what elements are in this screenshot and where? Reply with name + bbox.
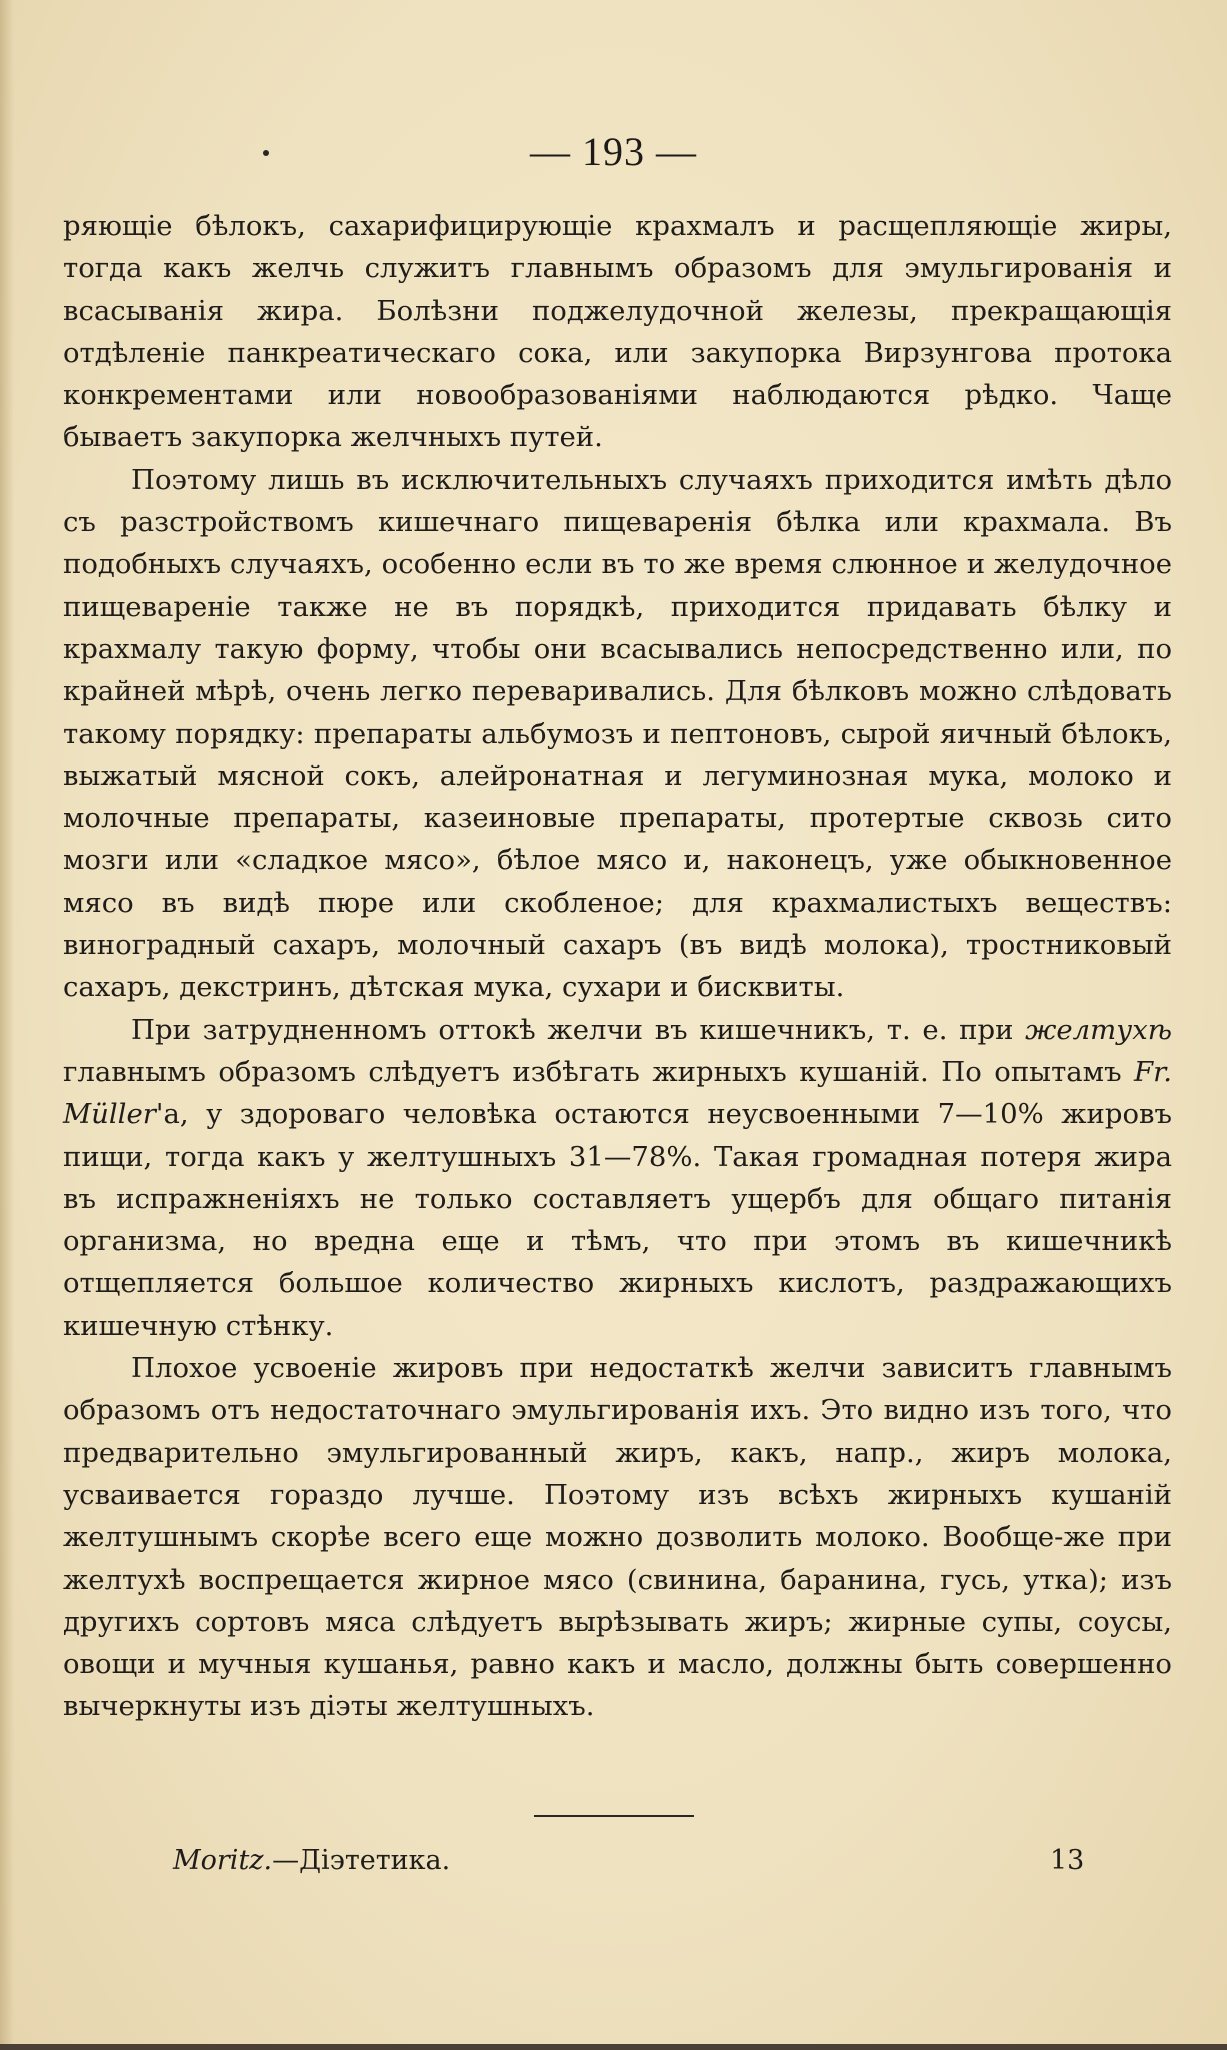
body-text bbox=[63, 205, 1172, 1728]
footer-book-title: —Діэтетика. bbox=[272, 1845, 451, 1876]
emphasis-jaundice: желтухѣ bbox=[1025, 1013, 1172, 1046]
page-number: — 193 — bbox=[530, 129, 697, 174]
paragraph-3 bbox=[63, 1009, 1172, 1347]
page-left-edge-shadow bbox=[0, 0, 14, 2050]
footer-title bbox=[173, 1845, 450, 1876]
footer-divider bbox=[534, 1815, 694, 1817]
paragraph-4: Плохое усвоеніе жировъ при недостаткѣ желчи зависитъ главнымъ образомъ отъ недостаточнаго эмульгированія ихъ. Это видно изъ того, что предварительно эмульгированный жиръ, какъ, напр., жиръ молока, усваивается гораздо лучше. Поэтому изъ всѣхъ жирныхъ кушаній желтушнымъ скорѣе всего еще можно дозволить молоко. Вообще-же при желтухѣ воспрещается жирное мясо (свинина, баранина, гусь, утка); изъ другихъ сортовъ мяса слѣдуетъ вырѣзывать жиръ; жирные супы, соусы, овощи и мучныя кушанья, равно какъ и масло, должны быть совершенно вычеркнуты изъ діэты желтушныхъ. bbox=[63, 1352, 1172, 1723]
paragraph-3-start: При затрудненномъ оттокѣ желчи въ кишечникъ, т. е. при bbox=[131, 1013, 1026, 1046]
signature-mark: 13 bbox=[1050, 1845, 1085, 1876]
author-citation: Fr. Müller bbox=[63, 1055, 1172, 1131]
footer-author: Moritz. bbox=[173, 1845, 273, 1876]
page-bottom-edge bbox=[0, 2044, 1227, 2050]
paragraph-2: Поэтому лишь въ исключительныхъ случаяхъ приходится имѣть дѣло съ разстройствомъ кишечнаго пищеваренія бѣлка или крахмала. Въ подобныхъ случаяхъ, особенно если въ то же время слюнное и желудочное пищевареніе также не въ порядкѣ, приходится придавать бѣлку и крахмалу такую форму, чтобы они всасывались непосредственно или, по крайней мѣрѣ, очень легко переваривались. Для бѣлковъ можно слѣдовать такому порядку: препараты альбумозъ и пептоновъ, сырой яичный бѣлокъ, выжатый мясной сокъ, алейронатная и легуминозная мука, молоко и молочные препараты, казеиновые препараты, протертые сквозь сито мозги или «сладкое мясо», бѣлое мясо и, наконецъ, уже обыкновенное мясо въ видѣ пюре или скобленое; для крахмалистыхъ веществъ: виноградный сахаръ, молочный сахаръ (въ видѣ молока), тростниковый сахаръ, декстринъ, дѣтская мука, сухари и бисквиты. bbox=[63, 463, 1172, 1004]
paragraph-3-middle: главнымъ образомъ слѣдуетъ избѣгать жирныхъ кушаній. По опытамъ bbox=[63, 1055, 1135, 1088]
paragraph-3-end: 'а, у здороваго человѣка остаются неусвоенными 7—10% жировъ пищи, тогда какъ у желтушныхъ 31—78%. Такая громадная потеря жира въ испражненіяхъ не только составляетъ ущербъ для общаго питанія организма, но вредна еще и тѣмъ, что при этомъ въ кишечникѣ отщепляется большое количество жирныхъ кислотъ, раздражающихъ кишечную стѣнку. bbox=[63, 1098, 1172, 1342]
paragraph-1: ряющіе бѣлокъ, сахарифицирующіе крахмалъ и расщепляющіе жиры, тогда какъ желчь служитъ главнымъ образомъ для эмульгированія и всасыванія жира. Болѣзни поджелудочной железы, прекращающія отдѣленіе панкреатическаго сока, или закупорка Вирзунгова протока конкрементами или новообразованіями наблюдаются рѣдко. Чаще бываетъ закупорка желчныхъ путей. bbox=[63, 210, 1172, 454]
